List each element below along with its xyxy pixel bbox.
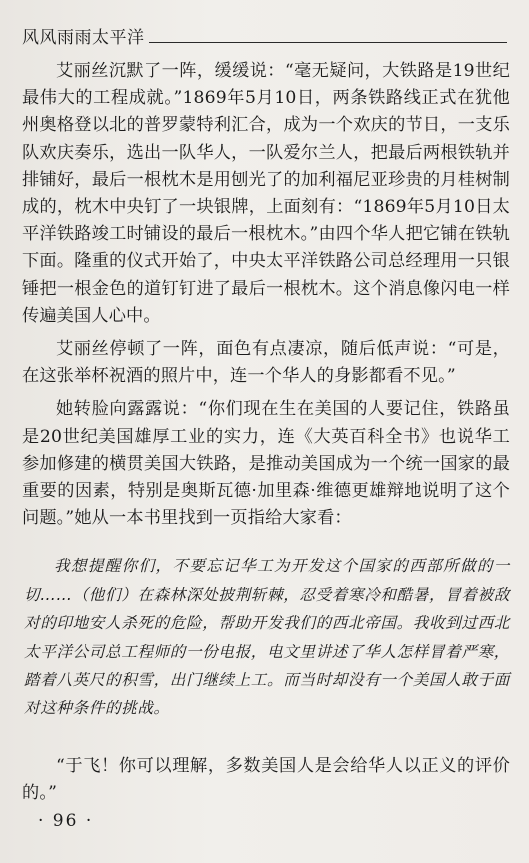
page-number: · 96 · bbox=[38, 811, 94, 831]
header-rule bbox=[149, 42, 508, 43]
paragraph-4: “于飞！你可以理解，多数美国人是会给华人以正义的评价的。” bbox=[22, 755, 510, 804]
paragraph-1: 艾丽丝沉默了一阵，缓缓说：“毫无疑问，大铁路是19世纪最伟大的工程成就。”1869年5月10日，两条铁路线正式在犹他州奥格登以北的普罗蒙特利汇合，成为一个欢庆的节日，一支乐队欢庆奏乐，选出一队华人，一队爱尔兰人，把最后两根铁轨并排铺好，最后一根枕木是用刨光了的加利福尼亚珍贵的月桂树制成的，枕木中央钉了一块银牌，上面刻有：“1869年5月10日太平洋铁路竣工时铺设的最后一根枕木。”由四个华人把它铺在铁轨下面。隆重的仪式开始了，中央太平洋铁路公司总经理用一只银锤把一根金色的道钉钉进了最后一根枕木。这个消息像闪电一样传遍美国人心中。 bbox=[22, 61, 510, 326]
body-text bbox=[22, 58, 510, 807]
block-quote: 我想提醒你们，不要忘记华工为开发这个国家的西部所做的一切……（他们）在森林深处披荆斩棘，忍受着寒冷和酷暑，冒着被敌对的印地安人杀死的危险，帮助开发我们的西北帝国。我收到过西北太平洋公司总工程师的一份电报，电文里讲述了华人怎样冒着严寒，踏着八英尺的积雪，出门继续上工。而当时却没有一个美国人敢于面对这种条件的挑战。 bbox=[24, 557, 510, 718]
running-title: 风风雨雨太平洋 bbox=[22, 28, 145, 48]
paragraph-2: 艾丽丝停顿了一阵，面色有点凄凉，随后低声说：“可是，在这张举杯祝酒的照片中，连一个华人的身影都看不见。” bbox=[22, 339, 510, 387]
paragraph-3: 她转脸向露露说：“你们现在生在美国的人要记住，铁路虽是20世纪美国雄厚工业的实力，连《大英百科全书》也说华工参加修建的横贯美国大铁路，是推动美国成为一个统一国家的最重要的因素，特别是奥斯瓦德·加里森·维德更雄辩地说明了这个问题。”她从一本书里找到一页指给大家看： bbox=[22, 399, 510, 529]
running-header bbox=[22, 17, 507, 47]
